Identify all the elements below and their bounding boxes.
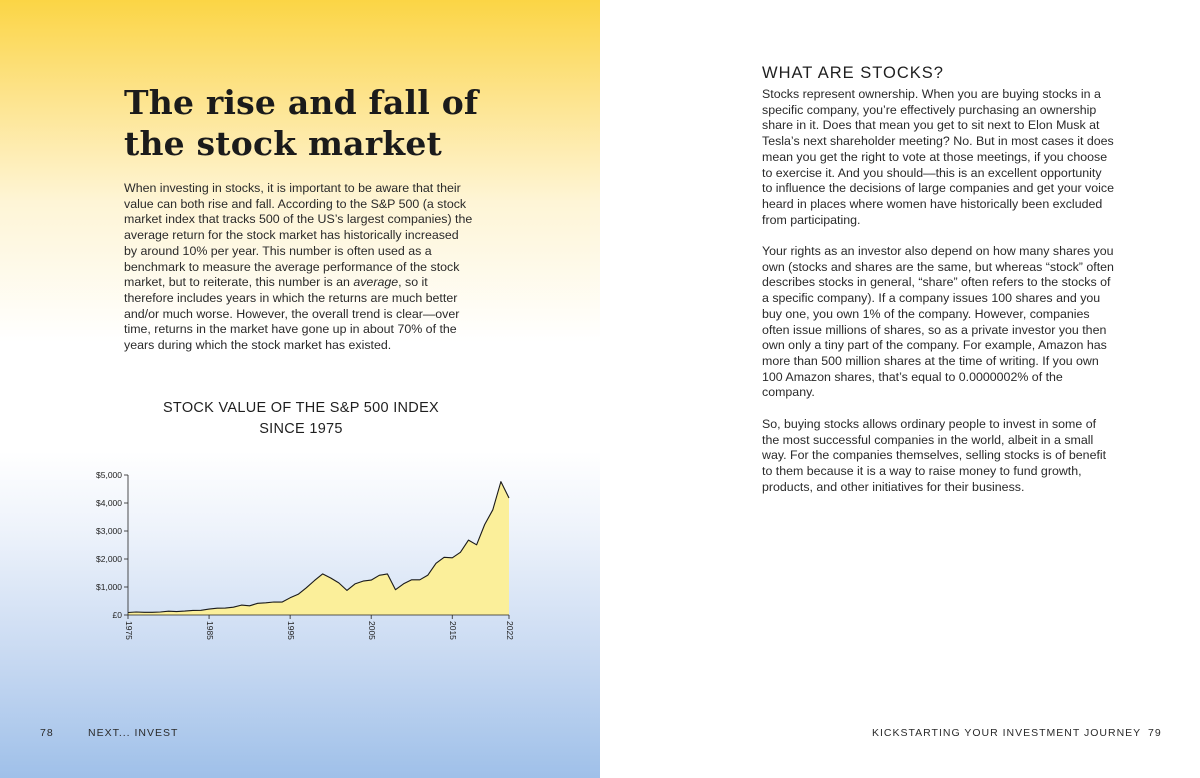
intro-text-start: When investing in stocks, it is important to be aware that their value can both rise and fall. According to the S&P 500 (a stock market index that tracks 500 of the US’s largest companies) the average return for the stock market has historically increased by around 10% per year. This number is often used as a benchmark to measure the average performance of the stock market, but to reiterate, this number is an — [124, 181, 473, 290]
y-tick-label: $4,000 — [96, 498, 122, 508]
chart-title-line-2: SINCE 1975 — [259, 421, 343, 437]
chart-title — [140, 398, 462, 440]
y-tick-label: £0 — [112, 610, 122, 620]
title-line-2: the stock market — [124, 124, 442, 163]
x-tick-label: 2015 — [448, 621, 459, 640]
x-tick-label: 1995 — [285, 621, 296, 640]
x-tick-label: 1975 — [123, 621, 134, 640]
footer-page-number-left: 78 — [40, 727, 54, 739]
footer-section-right: KICKSTARTING YOUR INVESTMENT JOURNEY — [872, 727, 1142, 739]
x-tick-label: 1985 — [204, 621, 215, 640]
paragraph-investor-rights: Your rights as an investor also depend on how many shares you own (stocks and shares are the same, but whereas “stock” often describes stocks in general, “share” often refers to the stocks of a specific company). If a company issues 100 shares and you buy one, you own 1% of the company. However, companies often issue millions of shares, so as a private investor you then own only a tiny part of the company. For example, Amazon has more than 500 million shares at the time of writing. If you own 100 Amazon shares, that’s equal to 0.0000002% of the company. — [762, 244, 1114, 400]
paragraph-ownership: Stocks represent ownership. When you are buying stocks in a specific company, you’re effectively purchasing an ownership share in it. Does that mean you get to sit next to Elon Musk at Tesla’s next shareholder meeting? No. But in most cases it does mean you get the right to vote at those meetings, if you choose to exercise it. And you should—this is an excellent opportunity to influence the decisions of large companies and get your voice heard in places where women have historically been excluded from participating. — [762, 87, 1114, 227]
chart-title-line-1: STOCK VALUE OF THE S&P 500 INDEX — [162, 400, 440, 416]
y-tick-label: $5,000 — [96, 470, 122, 480]
intro-italic-word: average — [353, 275, 399, 290]
intro-paragraph — [124, 181, 474, 354]
chart-area-fill — [128, 482, 509, 615]
intro-text-end: , so it therefore includes years in which the returns are much better and/or much worse. However, the overall trend is clear—over time, returns in the market have gone up in about 70% of the years during which the stock market has existed. — [124, 275, 460, 353]
paragraph-buying-stocks: So, buying stocks allows ordinary people to invest in some of the most successful companies in the world, albeit in a small way. For the companies themselves, selling stocks is of benefit to them because it is a way to raise money to fund growth, products, and other initiatives for their business. — [762, 417, 1107, 494]
y-tick-label: $2,000 — [96, 554, 122, 564]
y-tick-label: $3,000 — [96, 526, 122, 536]
footer-section-left: NEXT... INVEST — [88, 727, 179, 739]
y-tick-label: $1,000 — [96, 582, 122, 592]
title-line-1: The rise and fall of — [124, 83, 479, 122]
x-tick-label: 2005 — [366, 621, 377, 640]
page-title — [124, 82, 564, 164]
x-tick-label: 2022 — [504, 621, 515, 640]
stock-value-chart — [80, 460, 540, 650]
section-heading: WHAT ARE STOCKS? — [762, 64, 944, 82]
footer-page-number-right: 79 — [1148, 727, 1162, 739]
